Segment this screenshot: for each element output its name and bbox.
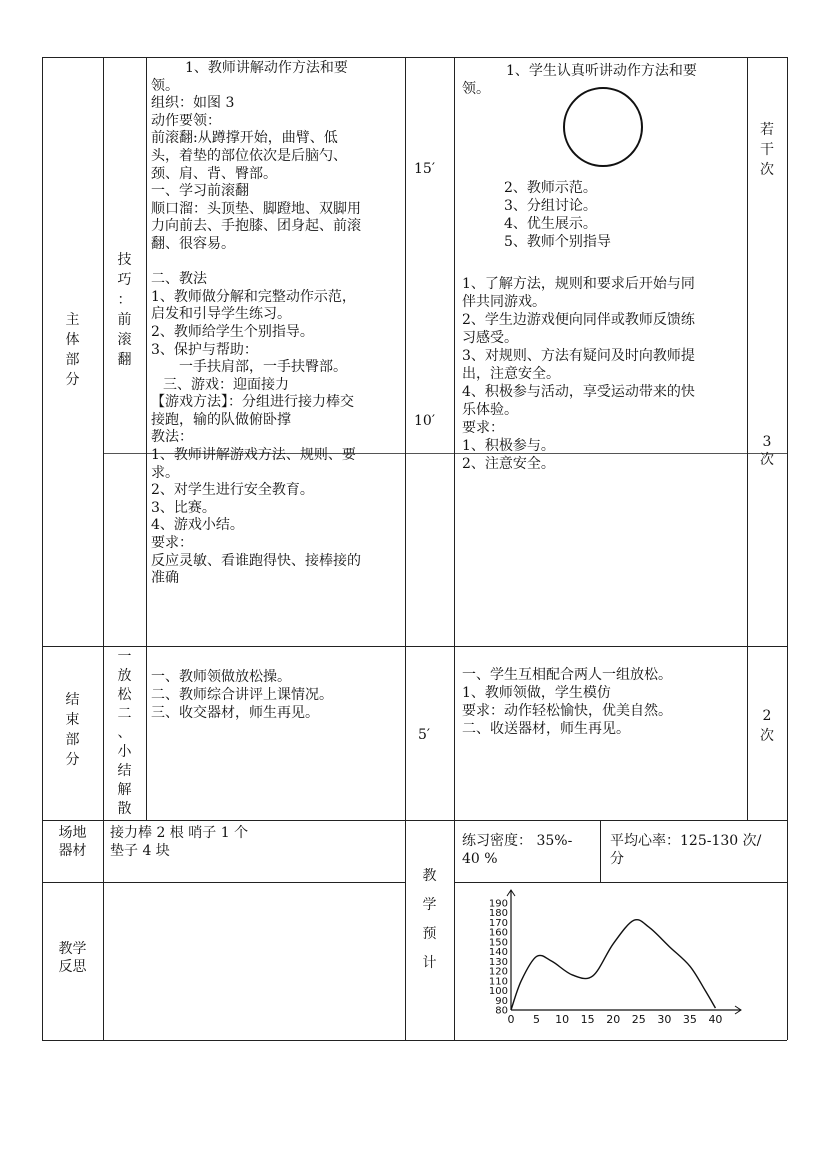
main-sub-label [103, 250, 146, 370]
text-line: 2、对学生进行安全教育。 [151, 482, 314, 499]
text-line: 求。 [151, 464, 179, 481]
text-line: 分 [610, 851, 624, 867]
text-line: 习感受。 [462, 330, 518, 346]
label-char: 2 [762, 708, 772, 724]
text-line: 二、教师综合讲评上课情况。 [151, 687, 333, 703]
text-line: 动作要领： [151, 112, 221, 129]
x-tick-label: 30 [657, 1013, 672, 1026]
y-tick-label: 190 [488, 898, 508, 910]
y-tick-label: 120 [488, 966, 508, 978]
text-line: 伴共同游戏。 [462, 294, 546, 310]
text-line: 2、教师示范。 [504, 180, 597, 196]
text-line: 翻、很容易。 [151, 235, 235, 252]
heart-rate-line [511, 920, 715, 1010]
y-tick-label: 140 [488, 947, 508, 959]
student-top-line2: 领。 [462, 81, 490, 97]
text-line: 乐体验。 [462, 402, 518, 418]
text-line: 4、游戏小结。 [151, 517, 244, 534]
label-line: 反思 [58, 959, 87, 975]
text-line: 3、分组讨论。 [504, 198, 597, 214]
y-tick-label: 110 [488, 976, 508, 988]
label-line: 教学 [58, 941, 87, 957]
text-line: 3、保护与帮助： [151, 341, 258, 358]
text-line: 1、教师讲解游戏方法、规则、要 [151, 447, 356, 464]
student-content-b [462, 275, 695, 473]
label-char: 散 [117, 801, 132, 817]
text-line: 三、游戏：迎面接力 [163, 376, 289, 393]
main-section-label [42, 310, 103, 390]
label-char: 3 [762, 434, 772, 450]
text-line: 4、优生展示。 [504, 216, 597, 232]
text-line: 启发和引导学生练习。 [151, 306, 291, 323]
label-char: 技 [117, 252, 132, 268]
text-line: 力向前去、手抱膝、团身起、前滚 [151, 218, 361, 235]
text-line: 练习密度： 35%- [462, 833, 573, 849]
text-line: 前滚翻:从蹲撑开始，曲臂、低 [151, 130, 338, 147]
y-tick-label: 90 [495, 995, 508, 1007]
label-char: 次 [760, 728, 774, 744]
label-char: 前 [117, 312, 132, 328]
label-char: 松 [117, 687, 132, 703]
text-line: 准确 [151, 570, 179, 587]
text-line: 2、教师给学生个别指导。 [151, 323, 314, 340]
end-count [747, 706, 787, 746]
text-line [151, 254, 403, 272]
text-line: 3、比赛。 [151, 499, 216, 516]
text-line: 要求：动作轻松愉快，优美自然。 [462, 703, 672, 719]
text-line: 领。 [151, 77, 179, 94]
label-char: 巧 [117, 272, 132, 288]
y-tick-label: 150 [488, 937, 508, 949]
main-time-1: 15′ [414, 161, 435, 177]
label-char: 结 [117, 763, 132, 779]
text-line: 要求： [462, 420, 504, 436]
label-char: 二 [117, 706, 132, 722]
text-line: 1、了解方法，规则和要求后开始与同 [462, 276, 695, 292]
label-char: 计 [422, 955, 437, 971]
text-line: 二、教法 [151, 271, 207, 288]
end-sub-label [103, 648, 146, 819]
label-char: 体 [65, 332, 80, 348]
x-tick-label: 35 [682, 1013, 697, 1026]
text-line: 顺口溜：头顶垫、脚蹬地、双脚用 [151, 200, 361, 217]
label-char: 分 [65, 752, 80, 768]
text-line: 颈、肩、背、臀部。 [151, 165, 277, 182]
x-tick-label: 0 [507, 1013, 515, 1026]
text-line: 一、学习前滚翻 [151, 183, 249, 200]
label-char: ： [117, 292, 132, 308]
student-content-a [504, 179, 611, 251]
y-tick-label: 130 [488, 956, 508, 968]
end-time: 5′ [418, 727, 431, 743]
label-char: 次 [760, 452, 774, 468]
label-char: 放 [117, 668, 132, 684]
label-char: 束 [65, 712, 80, 728]
main-count-2 [747, 433, 787, 469]
text-line: 二、收送器材，师生再见。 [462, 721, 630, 737]
venue-label [42, 824, 103, 860]
label-line: 场地 [58, 825, 87, 841]
text-line: 接跑，输的队做俯卧撑 [151, 411, 291, 428]
text-line: 1、积极参与。 [462, 438, 555, 454]
text-line: 一、学生互相配合两人一组放松。 [462, 667, 672, 683]
text-line: 5、教师个别指导 [504, 234, 611, 250]
label-line: 器材 [58, 843, 87, 859]
end-section-label [42, 690, 103, 770]
label-char: 滚 [117, 332, 132, 348]
forecast-label [405, 862, 454, 978]
student-top-line: 1、学生认真听讲动作方法和要 [506, 63, 697, 79]
text-line: 组织：如图 3 [151, 95, 235, 112]
text-line: 垫子 4 块 [110, 843, 170, 859]
label-char: 主 [65, 312, 80, 328]
text-line: 2、学生边游戏便向同伴或教师反馈练 [462, 312, 695, 328]
text-line: 一、教师领做放松操。 [151, 669, 291, 685]
label-char: 预 [422, 926, 437, 942]
text-line: 反应灵敏、看谁跑得快、接棒接的 [151, 552, 361, 569]
text-line: 1、教师领做，学生模仿 [462, 685, 611, 701]
text-line: 教法： [151, 429, 193, 446]
text-line: 接力棒 2 根 哨子 1 个 [110, 825, 249, 841]
label-char: 分 [65, 372, 80, 388]
x-tick-label: 5 [533, 1013, 541, 1026]
label-char: 学 [422, 897, 437, 913]
text-line: 40 % [462, 851, 498, 867]
y-tick-label: 160 [488, 927, 508, 939]
text-line: 头，着垫的部位依次是后脑勺、 [151, 147, 347, 164]
end-student-content [462, 666, 672, 738]
x-tick-label: 40 [708, 1013, 723, 1026]
density-content [462, 832, 572, 868]
label-char: 小 [117, 744, 132, 760]
main-teacher-content [151, 60, 403, 588]
y-tick-label: 100 [488, 986, 508, 998]
text-line: 3、对规则、方法有疑问及时向教师提 [462, 348, 695, 364]
label-char: 、 [117, 725, 132, 741]
label-char: 结 [65, 692, 80, 708]
y-tick-label: 170 [488, 917, 508, 929]
heart-rate-chart [456, 884, 786, 1038]
venue-content [110, 824, 248, 860]
text-line: 2、注意安全。 [462, 456, 555, 472]
text-line: 出，注意安全。 [462, 366, 560, 382]
x-tick-label: 15 [580, 1013, 595, 1026]
label-char: 部 [65, 352, 80, 368]
label-char: 解 [117, 782, 132, 798]
text-line: 4、积极参与活动，享受运动带来的快 [462, 384, 695, 400]
label-char: 翻 [117, 352, 132, 368]
text-line: 要求： [151, 535, 193, 552]
label-char: 教 [422, 868, 437, 884]
x-tick-label: 10 [555, 1013, 570, 1026]
y-tick-label: 80 [495, 1005, 508, 1017]
label-char: 部 [65, 732, 80, 748]
label-char: 次 [760, 162, 774, 178]
text-line: 1、教师讲解动作方法和要 [185, 60, 348, 76]
label-char: 干 [760, 142, 774, 158]
main-time-2: 10′ [414, 413, 435, 429]
end-teacher-content [151, 668, 333, 722]
x-tick-label: 25 [631, 1013, 646, 1026]
reflection-label [42, 940, 103, 976]
text-line: 平均心率：125-130 次/ [610, 833, 762, 849]
text-line: 三、收交器材，师生再见。 [151, 705, 319, 721]
organization-circle-icon [563, 87, 643, 167]
y-tick-label: 180 [488, 908, 508, 920]
label-char: 一 [117, 649, 132, 665]
text-line: 1、教师做分解和完整动作示范， [151, 288, 356, 305]
label-char: 若 [760, 122, 774, 138]
main-count-1 [747, 120, 787, 180]
x-tick-label: 20 [606, 1013, 621, 1026]
text-line: 一手扶肩部，一手扶臀部。 [179, 359, 347, 376]
heart-rate-content [610, 832, 761, 868]
text-line: 【游戏方法】：分组进行接力棒交 [151, 394, 354, 411]
